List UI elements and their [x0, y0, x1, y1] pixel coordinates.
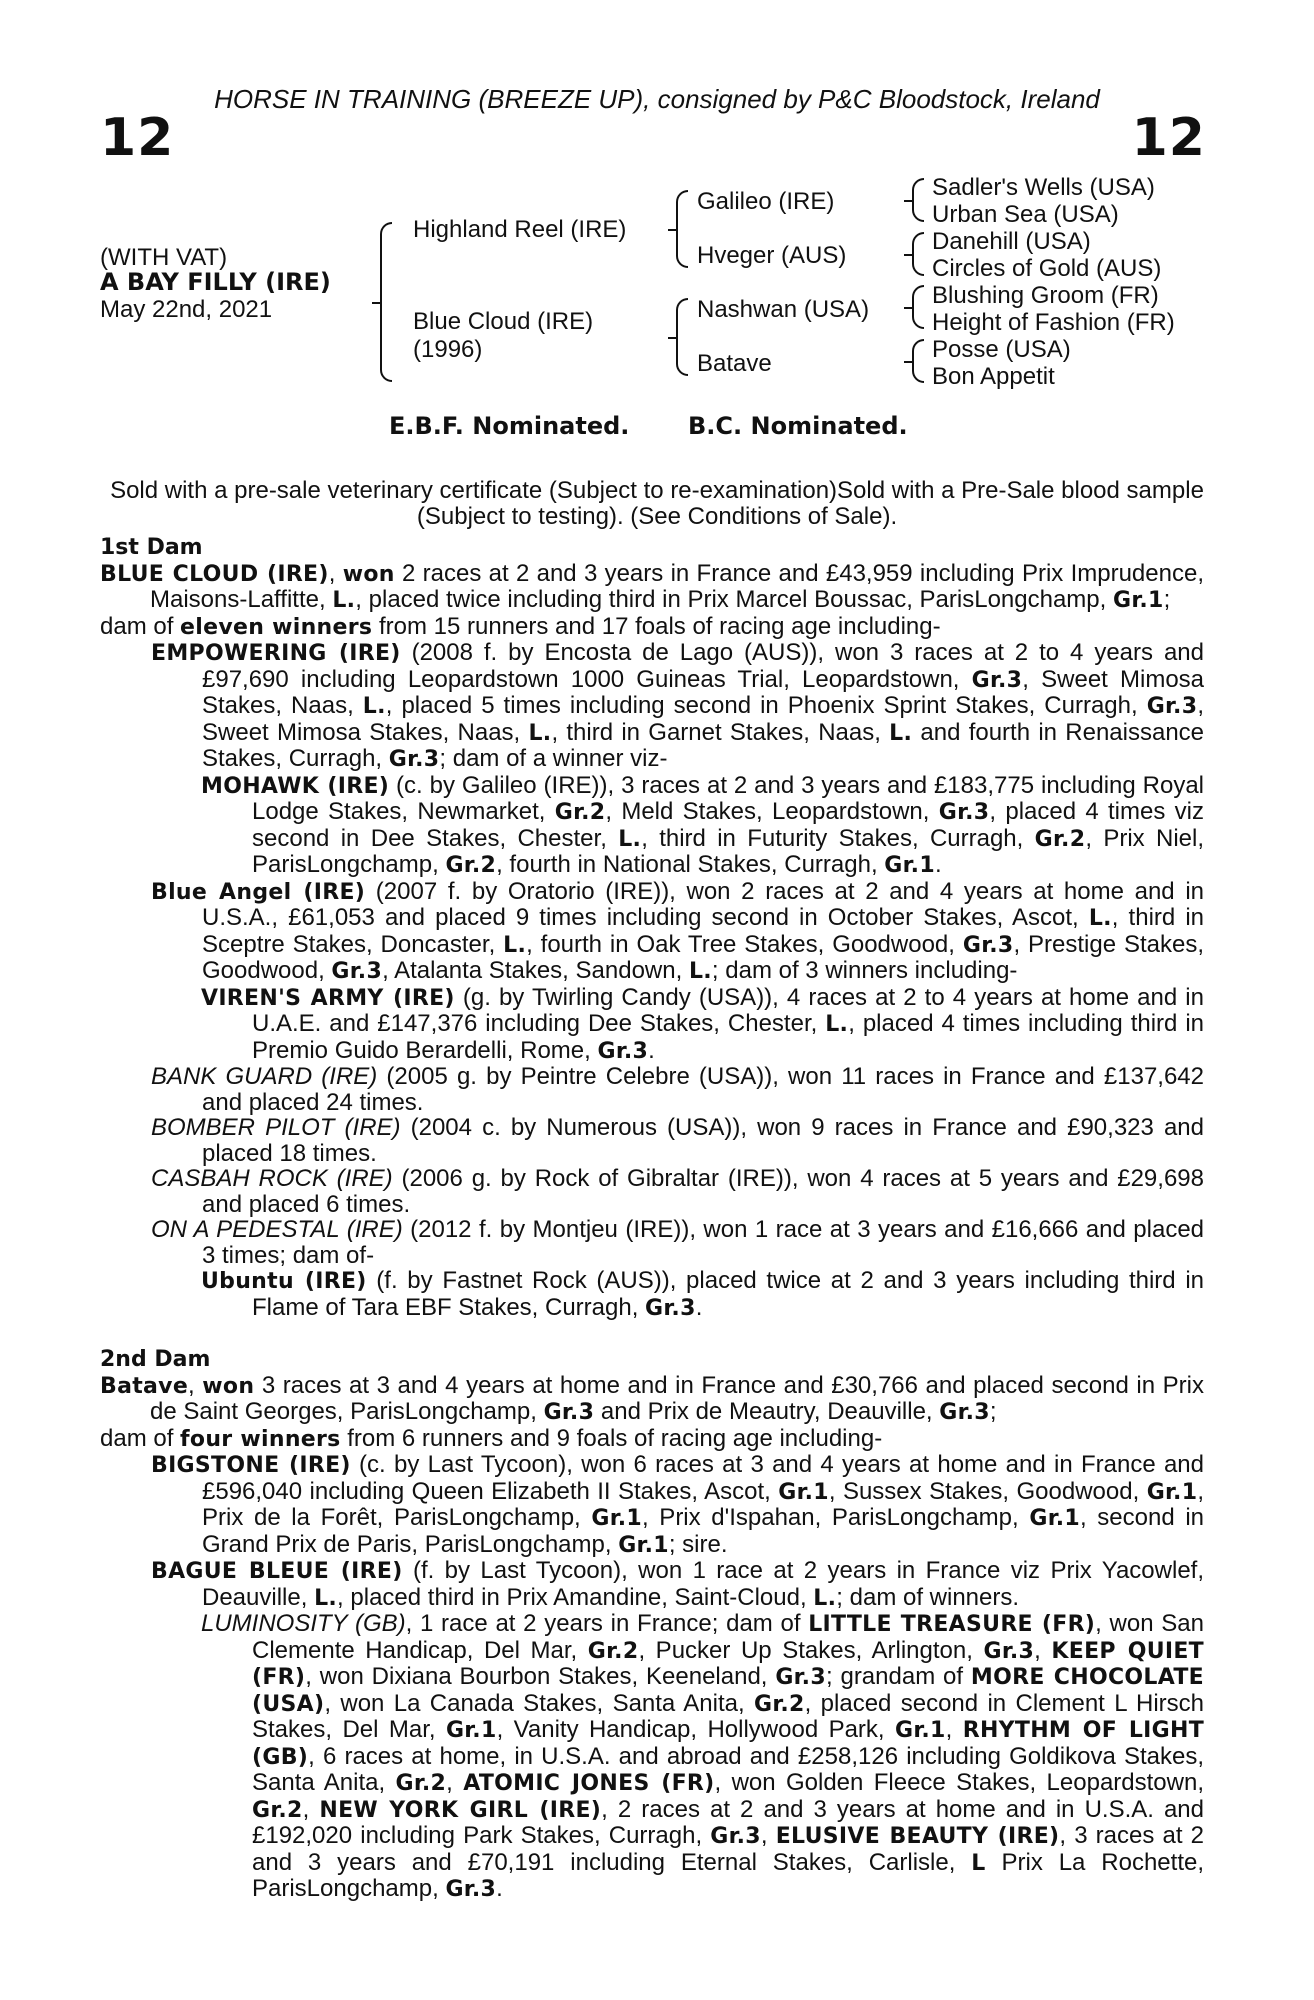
- first-dam-entry-10: Ubuntu (IRE) (f. by Fastnet Rock (AUS)), placed twice at 2 and 3 years including third in Flame of Tara EBF Stakes, Curragh, Gr.3.: [201, 1267, 1204, 1321]
- first-dam-entry-7: BOMBER PILOT (IRE) (2004 c. by Numerous (USA)), won 9 races in France and £90,323 and placed 18 times.: [151, 1114, 1204, 1167]
- consignment-header: HORSE IN TRAINING (BREEZE UP), consigned by P&C Bloodstock, Ireland: [214, 84, 1100, 114]
- sire-sire: Galileo (IRE): [697, 188, 835, 215]
- bc-nomination: B.C. Nominated.: [688, 412, 908, 440]
- ancestor-8: Bon Appetit: [932, 363, 1055, 390]
- ancestor-3: Danehill (USA): [932, 228, 1091, 255]
- pedigree-brace-3c: [912, 285, 924, 329]
- second-dam-entry-2: BIGSTONE (IRE) (c. by Last Tycoon), won 6 races at 3 and 4 years at home and in France and £596,040 including Queen Elizabeth II Stakes, Ascot, Gr.1, Sussex Stakes, Goodwood, Gr.1, Prix de la Forêt, ParisLongchamp, Gr.1, Prix d'Ispahan, ParisLongchamp, Gr.1, second in Grand Prix de Paris, ParisLongchamp, Gr.1; sire.: [151, 1451, 1205, 1558]
- second-dam-entry-1: dam of four winners from 6 runners and 9 foals of racing age including-: [100, 1424, 883, 1452]
- second-dam-section: [100, 1373, 1204, 1903]
- ancestor-2: Urban Sea (USA): [932, 201, 1119, 228]
- ancestor-5: Blushing Groom (FR): [932, 282, 1159, 309]
- pedigree-brace-2b: [676, 298, 688, 376]
- first-dam-entry-2: EMPOWERING (IRE) (2008 f. by Encosta de Lago (AUS)), won 3 races at 2 to 4 years and £97,690 including Leopardstown 1000 Guineas Trial, Leopardstown, Gr.3, Sweet Mimosa Stakes, Naas, L., placed 5 times including second in Phoenix Sprint Stakes, Curragh, Gr.3, Sweet Mimosa Stakes, Naas, L., third in Garnet Stakes, Naas, L. and fourth in Renaissance Stakes, Curragh, Gr.3; dam of a winner viz-: [151, 639, 1205, 772]
- pedigree-brace-3a: [912, 178, 924, 222]
- first-dam-entry-8: CASBAH ROCK (IRE) (2006 g. by Rock of Gibraltar (IRE)), won 4 races at 5 years and £29,698 and placed 6 times.: [151, 1165, 1204, 1218]
- catalogue-body: [100, 535, 1204, 1903]
- first-dam-entry-1: dam of eleven winners from 15 runners and 17 foals of racing age including-: [100, 612, 941, 640]
- ancestor-7: Posse (USA): [932, 336, 1071, 363]
- dam-year: (1996): [413, 336, 483, 363]
- first-dam-entry-6: BANK GUARD (IRE) (2005 g. by Peintre Celebre (USA)), won 11 races in France and £137,642 and placed 24 times.: [151, 1063, 1204, 1116]
- horse-name: A BAY FILLY (IRE): [100, 268, 331, 296]
- vet-certificate-note: Sold with a pre-sale veterinary certificate (Subject to re-examination)Sold with a Pre-Sale blood sample (Subject to testing). (See Conditions of Sale).: [110, 477, 1204, 530]
- ebf-nomination: E.B.F. Nominated.: [389, 412, 630, 440]
- second-dam-entry-0: Batave, won 3 races at 3 and 4 years at home and in France and £30,766 and placed second in Prix de Saint Georges, ParisLongchamp, Gr.3 and Prix de Meautry, Deauville, Gr.3;: [100, 1371, 1204, 1425]
- second-dam-heading: 2nd Dam: [100, 1347, 211, 1372]
- pedigree-brace-2a: [676, 190, 688, 268]
- first-dam-entry-4: Blue Angel (IRE) (2007 f. by Oratorio (IRE)), won 2 races at 2 and 4 years at home and in U.S.A., £61,053 and placed 9 times including second in October Stakes, Ascot, L., third in Sceptre Stakes, Doncaster, L., fourth in Oak Tree Stakes, Goodwood, Gr.3, Prestige Stakes, Goodwood, Gr.3, Atalanta Stakes, Sandown, L.; dam of 3 winners including-: [151, 877, 1204, 984]
- pedigree-brace-1: [380, 222, 392, 382]
- lot-number-right: 12: [1131, 108, 1206, 168]
- sire-name: Highland Reel (IRE): [413, 216, 627, 243]
- ancestor-6: Height of Fashion (FR): [932, 309, 1175, 336]
- foaling-date: May 22nd, 2021: [100, 296, 273, 323]
- pedigree-brace-3b: [912, 232, 924, 276]
- first-dam-entry-3: MOHAWK (IRE) (c. by Galileo (IRE)), 3 races at 2 and 3 years and £183,775 including Royal Lodge Stakes, Newmarket, Gr.2, Meld Stakes, Leopardstown, Gr.3, placed 4 times viz second in Dee Stakes, Chester, L., third in Futurity Stakes, Curragh, Gr.2, Prix Niel, ParisLongchamp, Gr.2, fourth in National Stakes, Curragh, Gr.1.: [201, 771, 1204, 878]
- first-dam-entry-9: ON A PEDESTAL (IRE) (2012 f. by Montjeu (IRE)), won 1 race at 3 years and £16,666 and placed 3 times; dam of-: [151, 1216, 1205, 1269]
- vat-note: (WITH VAT): [100, 244, 228, 271]
- first-dam-entry-5: VIREN'S ARMY (IRE) (g. by Twirling Candy (USA)), 4 races at 2 to 4 years at home and in U.A.E. and £147,376 including Dee Stakes, Chester, L., placed 4 times including third in Premio Guido Berardelli, Rome, Gr.3.: [201, 983, 1205, 1064]
- first-dam-entry-0: BLUE CLOUD (IRE), won 2 races at 2 and 3 years in France and £43,959 including Prix Imprudence, Maisons-Laffitte, L., placed twice including third in Prix Marcel Boussac, ParisLongchamp, Gr.1;: [100, 559, 1204, 613]
- sire-dam: Hveger (AUS): [697, 242, 847, 269]
- first-dam-section: [100, 561, 1204, 1322]
- lot-number-left: 12: [100, 108, 175, 168]
- first-dam-heading: 1st Dam: [100, 535, 203, 560]
- second-dam-entry-4: LUMINOSITY (GB), 1 race at 2 years in France; dam of LITTLE TREASURE (FR), won San Clemente Handicap, Del Mar, Gr.2, Pucker Up Stakes, Arlington, Gr.3, KEEP QUIET (FR), won Dixiana Bourbon Stakes, Keeneland, Gr.3; grandam of MORE CHOCOLATE (USA), won La Canada Stakes, Santa Anita, Gr.2, placed second in Clement L Hirsch Stakes, Del Mar, Gr.1, Vanity Handicap, Hollywood Park, Gr.1, RHYTHM OF LIGHT (GB), 6 races at home, in U.S.A. and abroad and £258,126 including Goldikova Stakes, Santa Anita, Gr.2, ATOMIC JONES (FR), won Golden Fleece Stakes, Leopardstown, Gr.2, NEW YORK GIRL (IRE), 2 races at 2 and 3 years at home and in U.S.A. and £192,020 including Park Stakes, Curragh, Gr.3, ELUSIVE BEAUTY (IRE), 3 races at 2 and 3 years and £70,191 including Eternal Stakes, Carlisle, L Prix La Rochette, ParisLongchamp, Gr.3.: [201, 1610, 1205, 1902]
- dam-dam: Batave: [697, 350, 772, 377]
- second-dam-entry-3: BAGUE BLEUE (IRE) (f. by Last Tycoon), won 1 race at 2 years in France viz Prix Yacowlef, Deauville, L., placed third in Prix Amandine, Saint-Cloud, L.; dam of winners.: [151, 1557, 1204, 1611]
- pedigree-brace-3d: [912, 339, 924, 383]
- dam-name: Blue Cloud (IRE): [413, 308, 594, 335]
- ancestor-1: Sadler's Wells (USA): [932, 174, 1155, 201]
- ancestor-4: Circles of Gold (AUS): [932, 255, 1162, 282]
- dam-sire: Nashwan (USA): [697, 296, 870, 323]
